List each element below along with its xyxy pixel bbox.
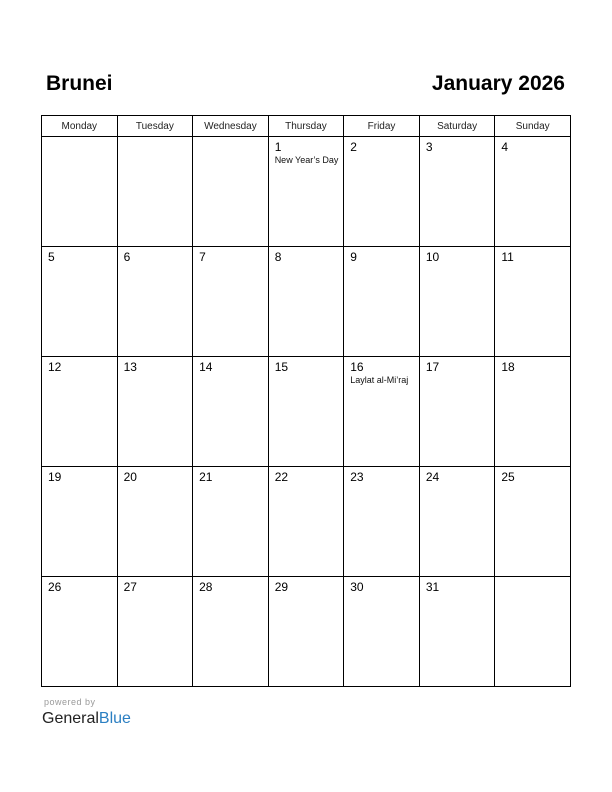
day-number: 6 [123, 250, 131, 264]
day-cell [193, 577, 269, 687]
country-title: Brunei [46, 72, 113, 95]
day-cell [419, 357, 495, 467]
weekday-header: Tuesday [117, 116, 193, 137]
day-number: 11 [501, 250, 514, 264]
day-number: 15 [274, 360, 289, 374]
day-number: 19 [48, 470, 62, 484]
day-cell [117, 247, 193, 357]
day-number: 1 [274, 140, 282, 154]
holiday-label: Laylat al-Mi’raj [350, 375, 409, 385]
day-number: 30 [350, 580, 364, 594]
day-cell [495, 137, 571, 247]
week-row [42, 357, 571, 467]
day-cell [495, 247, 571, 357]
calendar-grid [41, 115, 571, 687]
brand-blue-text: Blue [98, 710, 131, 727]
week-row [42, 137, 571, 247]
day-cell [419, 467, 495, 577]
day-number: 23 [350, 470, 364, 484]
day-number: 21 [199, 470, 213, 484]
day-number: 20 [123, 470, 137, 484]
day-cell [193, 247, 269, 357]
day-cell [268, 467, 344, 577]
day-number: 5 [48, 250, 55, 264]
day-cell [42, 467, 118, 577]
day-number: 14 [199, 360, 213, 374]
week-row [42, 577, 571, 687]
weekday-header: Friday [344, 116, 420, 137]
day-cell [268, 137, 344, 247]
brand-wordmark [42, 709, 131, 729]
week-row [42, 467, 571, 577]
generalblue-logo[interactable] [42, 697, 131, 729]
day-cell [42, 137, 118, 247]
weekday-header: Monday [42, 116, 118, 137]
day-cell [344, 247, 420, 357]
day-cell [193, 357, 269, 467]
day-cell [42, 247, 118, 357]
day-number: 25 [501, 470, 515, 484]
day-number: 3 [425, 140, 433, 154]
weekday-header: Sunday [495, 116, 571, 137]
brand-general-text: General [42, 710, 99, 727]
day-cell [117, 467, 193, 577]
weekday-header: Wednesday [193, 116, 269, 137]
day-number: 17 [425, 360, 440, 374]
day-number: 28 [199, 580, 213, 594]
day-cell [193, 467, 269, 577]
day-number: 7 [199, 250, 206, 264]
day-cell [344, 467, 420, 577]
day-cell [42, 577, 118, 687]
day-number: 2 [350, 140, 357, 154]
day-cell [419, 137, 495, 247]
day-number: 31 [425, 580, 440, 594]
day-cell [193, 137, 269, 247]
day-number: 4 [501, 140, 509, 154]
day-cell [268, 577, 344, 687]
day-number: 10 [425, 250, 440, 264]
holiday-label: New Year’s Day [274, 155, 339, 165]
day-cell [419, 577, 495, 687]
day-cell [117, 577, 193, 687]
day-cell [268, 247, 344, 357]
day-number: 27 [123, 580, 137, 594]
day-number: 22 [274, 470, 289, 484]
week-row [42, 247, 571, 357]
day-cell [117, 357, 193, 467]
month-year-title: January 2026 [431, 72, 565, 95]
day-number: 16 [350, 360, 364, 374]
day-number: 13 [123, 360, 137, 374]
day-cell [344, 357, 420, 467]
day-cell [495, 467, 571, 577]
day-cell [117, 137, 193, 247]
day-number: 18 [501, 360, 515, 374]
day-cell [495, 577, 571, 687]
weekday-header: Saturday [419, 116, 495, 137]
day-cell [344, 137, 420, 247]
day-cell [268, 357, 344, 467]
day-cell [419, 247, 495, 357]
weekday-header-row [42, 116, 571, 137]
day-cell [495, 357, 571, 467]
day-number: 8 [274, 250, 282, 264]
powered-by-label: powered by [44, 697, 96, 707]
day-number: 24 [425, 470, 440, 484]
day-cell [344, 577, 420, 687]
day-number: 29 [274, 580, 289, 594]
weekday-header: Thursday [268, 116, 344, 137]
day-number: 12 [48, 360, 62, 374]
day-cell [42, 357, 118, 467]
day-number: 9 [350, 250, 357, 264]
day-number: 26 [48, 580, 62, 594]
